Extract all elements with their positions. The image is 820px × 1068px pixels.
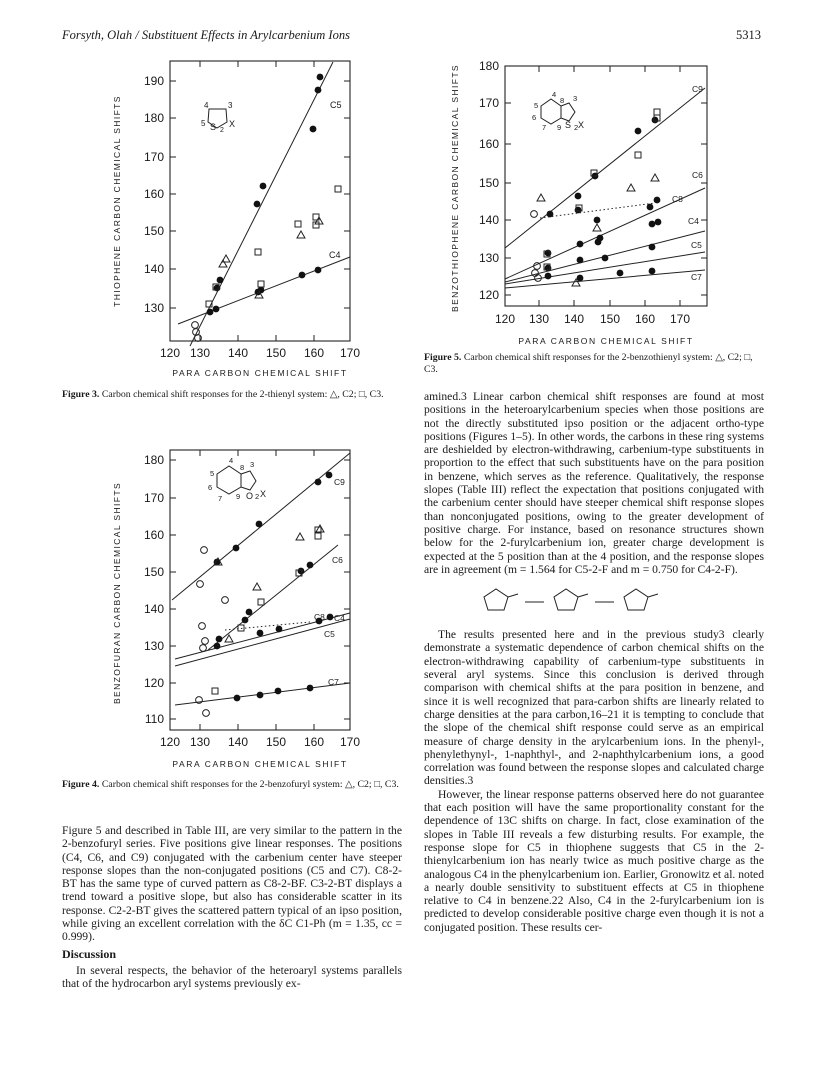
y-tick-label: 140 (478, 213, 499, 227)
open-markers (192, 186, 341, 341)
y-tick-labels (144, 453, 164, 726)
y-ticks (170, 81, 350, 308)
y-tick-label: 140 (143, 262, 164, 276)
x-tick-label: 140 (563, 312, 585, 326)
svg-text:9: 9 (236, 492, 241, 501)
svg-text:X: X (260, 489, 267, 499)
line-label: C5 (691, 240, 702, 250)
svg-text:9: 9 (557, 123, 562, 132)
data-point (255, 249, 261, 255)
svg-text:S: S (565, 120, 572, 130)
y-tick-label: 170 (478, 96, 499, 110)
data-point (295, 221, 301, 227)
svg-text:S: S (210, 122, 217, 132)
open-markers (196, 525, 324, 716)
x-tick-label: 160 (303, 346, 325, 360)
x-tick-label: 150 (265, 735, 287, 749)
c5-line (190, 62, 333, 346)
line-label: C4 (329, 250, 341, 260)
filled-points (545, 117, 662, 282)
svg-text:2: 2 (574, 123, 579, 132)
svg-text:4: 4 (204, 101, 209, 110)
x-tick-label: 130 (189, 346, 211, 360)
svg-text:X: X (578, 120, 585, 130)
body-paragraph: amined.3 Linear carbon chemical shift responses are found at most positions in the heteroarylcarbenium species when those positions are not the directly substituted ipso position or the adjacent ortho-type positions (Figures 1–5). In other words, the carbons in these ring systems are deshielded by electron-withdrawing, carbenium-type substituents in proportion to the effect that such substituents have on the para position in benzene, which serves as the reference. Qualitatively, the response slopes (Table III) reflect the expectation that positions conjugated with the carbenium center should have steeper chemical shift response slopes than nonconjugated positions, owing to the greater development of positive charge. For instance, based on resonance structures shown below for the 2-furylcarbenium ion, greater charge development is expected at the 5 position than at the 4 position, and the response slopes are in agreement (m = 1.564 for C5-2-F and m = 0.750 for C4-2-F). (424, 390, 764, 576)
data-point (254, 201, 261, 208)
y-tick-label: 150 (143, 224, 164, 238)
svg-text:5: 5 (534, 101, 539, 110)
data-point (217, 277, 224, 284)
y-tick-label: 130 (143, 639, 164, 653)
x-tick-label: 140 (227, 735, 249, 749)
c5-line (175, 619, 350, 666)
line-label: C4 (334, 613, 345, 623)
data-point (317, 74, 324, 81)
line-label: C8 (314, 612, 325, 622)
c9-line (505, 88, 705, 248)
x-tick-label: 120 (159, 346, 181, 360)
line-label: C7 (328, 677, 339, 687)
x-tick-label: 150 (599, 312, 621, 326)
figure-5-caption: Figure 5. Carbon chemical shift responses for the 2-benzothienyl system: △, C2; □, C3. (424, 352, 753, 375)
x-tick-label: 140 (227, 346, 249, 360)
figure-3-plot (100, 56, 400, 386)
svg-text:4: 4 (552, 90, 557, 99)
thiophene-inset (201, 101, 235, 134)
x-tick-label: 160 (303, 735, 325, 749)
y-tick-label: 130 (478, 251, 499, 265)
data-point (315, 267, 322, 274)
x-tick-label: 130 (528, 312, 550, 326)
x-tick-label: 120 (494, 312, 516, 326)
svg-text:O: O (246, 491, 254, 501)
svg-text:7: 7 (542, 123, 547, 132)
svg-text:3: 3 (250, 460, 255, 469)
line-label: C9 (692, 84, 703, 94)
line-label: C4 (688, 216, 699, 226)
y-tick-label: 180 (143, 453, 164, 467)
y-tick-label: 120 (478, 288, 499, 302)
x-tick-labels (160, 346, 360, 360)
x-tick-label: 170 (339, 346, 361, 360)
section-heading: Discussion (62, 946, 117, 961)
y-axis-label: BENZOFURAN CARBON CHEMICAL SHIFTS (112, 481, 122, 705)
y-tick-label: 190 (143, 74, 164, 88)
svg-text:6: 6 (532, 113, 537, 122)
y-tick-label: 140 (143, 602, 164, 616)
furylcarbenium-resonance-structures (424, 580, 764, 624)
figure-5-plot (440, 48, 740, 358)
svg-text:2: 2 (220, 127, 224, 134)
line-label: C5 (330, 100, 342, 110)
c4-points (207, 267, 322, 316)
x-ticks (170, 61, 350, 341)
y-tick-label: 170 (143, 150, 164, 164)
y-tick-label: 160 (478, 137, 499, 151)
x-axis-label: PARA CARBON CHEMICAL SHIFT (172, 759, 348, 769)
body-paragraph: The results presented here and in the previous study3 clearly demonstrate a systematic dependence of carbon chemical shifts on the electron-withdrawing capability of carbenium-type substituents in several aryl systems. Since this conclusion is derived through comparison with chemical shifts at the para position in benzene, and since it is well recognized that para-carbon shifts are linearly related to charge densities at the para carbon,16–21 it is tempting to conclude that the slope of the chemical shift response could serve as an empirical measure of charge density in the arylcarbenium ions. In the phenyl-, phenylethynyl-, 1-naphthyl-, and 2-naphthylcarbenium ions, a good correlation was found between the response slopes and calculated charge densities.3 (424, 628, 764, 788)
right-text-column (424, 390, 764, 934)
svg-text:4: 4 (229, 456, 234, 465)
x-tick-labels (495, 312, 690, 326)
y-axis-label: BENZOTHIOPHENE CARBON CHEMICAL SHIFTS (450, 64, 460, 312)
svg-text:8: 8 (240, 463, 245, 472)
running-title: Forsyth, Olah / Substituent Effects in Arylcarbenium Ions (62, 28, 350, 42)
x-tick-label: 150 (265, 346, 287, 360)
line-label: C6 (692, 170, 703, 180)
line-label: C5 (324, 629, 335, 639)
data-point (297, 231, 305, 238)
y-tick-label: 150 (143, 565, 164, 579)
benzofuran-inset (217, 466, 256, 494)
data-point (207, 309, 214, 316)
svg-text:8: 8 (560, 96, 565, 105)
data-point (260, 183, 267, 190)
svg-text:5: 5 (201, 119, 206, 128)
line-label: C9 (334, 477, 345, 487)
plot-frame (170, 61, 350, 341)
data-point (335, 186, 341, 192)
line-label: C6 (332, 555, 343, 565)
body-paragraph: However, the linear response patterns observed here do not guarantee that each position will have the same proportionality constant for the dependence of 13C shifts on charge. In fact, close examination of the slopes in Table III reveals a few disturbing results. For example, the response slope for C5 in thiophene suggests that C5 in the 2-thienylcarbenium ion has nearly twice as much positive charge as the analogous C4 in the phenylcarbenium ion. Earlier, Gronowitz et al. noted a nearly double sensitivity to substituent effects at C5 in thiophene relative to C4 in benzene.22 Also, C4 in the 2-furylcarbenium ion is predicted to develop considerable positive charge even though it is not a conjugated position. These results cer- (424, 787, 764, 934)
x-tick-label: 160 (634, 312, 656, 326)
y-tick-label: 170 (143, 491, 164, 505)
y-tick-label: 180 (478, 59, 499, 73)
svg-text:7: 7 (218, 494, 223, 503)
data-point (213, 306, 220, 313)
data-point (299, 272, 306, 279)
y-tick-labels (144, 74, 164, 315)
svg-text:3: 3 (573, 94, 578, 103)
svg-text:6: 6 (208, 483, 213, 492)
left-text-column (62, 824, 402, 991)
x-tick-label: 170 (669, 312, 691, 326)
filled-points (214, 472, 334, 702)
y-tick-label: 160 (143, 187, 164, 201)
body-paragraph: Figure 5 and described in Table III, are very similar to the pattern in the 2-benzofuryl series. Five positions give linear responses. The positions (C4, C6, and C9) conjugated with the carbenium center have steeper response slopes than the non-conjugated positions (C5 and C7). C8-2-BT has the same type of curved pattern as C8-2-BF. C3-2-BT displays a trend toward a positive slope, but also has considerable scatter in its response. C2-2-BT gives the scattered pattern typical of an ipso position, while giving an excellent correlation with the δC C1-Ph (m = 1.35, cc = 0.999). (62, 824, 402, 944)
y-tick-label: 130 (143, 301, 164, 315)
svg-text:3: 3 (228, 101, 233, 110)
svg-text:5: 5 (210, 469, 215, 478)
y-tick-label: 160 (143, 528, 164, 542)
x-axis-label: PARA CARBON CHEMICAL SHIFT (518, 336, 694, 346)
x-tick-labels (160, 735, 360, 749)
y-tick-label: 110 (144, 712, 164, 726)
y-axis-label: THIOPHENE CARBON CHEMICAL SHIFTS (112, 95, 122, 307)
figure-4-plot (100, 445, 400, 775)
line-label: C7 (691, 272, 702, 282)
y-tick-label: 180 (143, 111, 164, 125)
svg-text:2: 2 (255, 492, 260, 501)
figure-3-caption: Figure 3. Carbon chemical shift responses for the 2-thienyl system: △, C2; □, C3. (62, 389, 384, 400)
data-point (258, 281, 264, 287)
data-point (192, 322, 199, 329)
x-axis-label: PARA CARBON CHEMICAL SHIFT (172, 368, 348, 378)
y-tick-label: 120 (143, 676, 164, 690)
data-point (310, 126, 317, 133)
x-tick-label: 120 (159, 735, 181, 749)
c8-curve (540, 203, 655, 218)
x-tick-label: 170 (339, 735, 361, 749)
svg-text:X: X (229, 119, 236, 129)
data-point (315, 87, 322, 94)
y-tick-labels (479, 59, 499, 302)
figure-4-caption: Figure 4. Carbon chemical shift responses for the 2-benzofuryl system: △, C2; □, C3. (62, 779, 399, 790)
x-tick-label: 130 (189, 735, 211, 749)
y-tick-label: 150 (478, 176, 499, 190)
body-paragraph: In several respects, the behavior of the heteroaryl systems parallels that of the hydrocarbon aryl systems previously ex- (62, 963, 402, 991)
page-number: 5313 (736, 28, 761, 42)
line-label: C8 (672, 194, 683, 204)
